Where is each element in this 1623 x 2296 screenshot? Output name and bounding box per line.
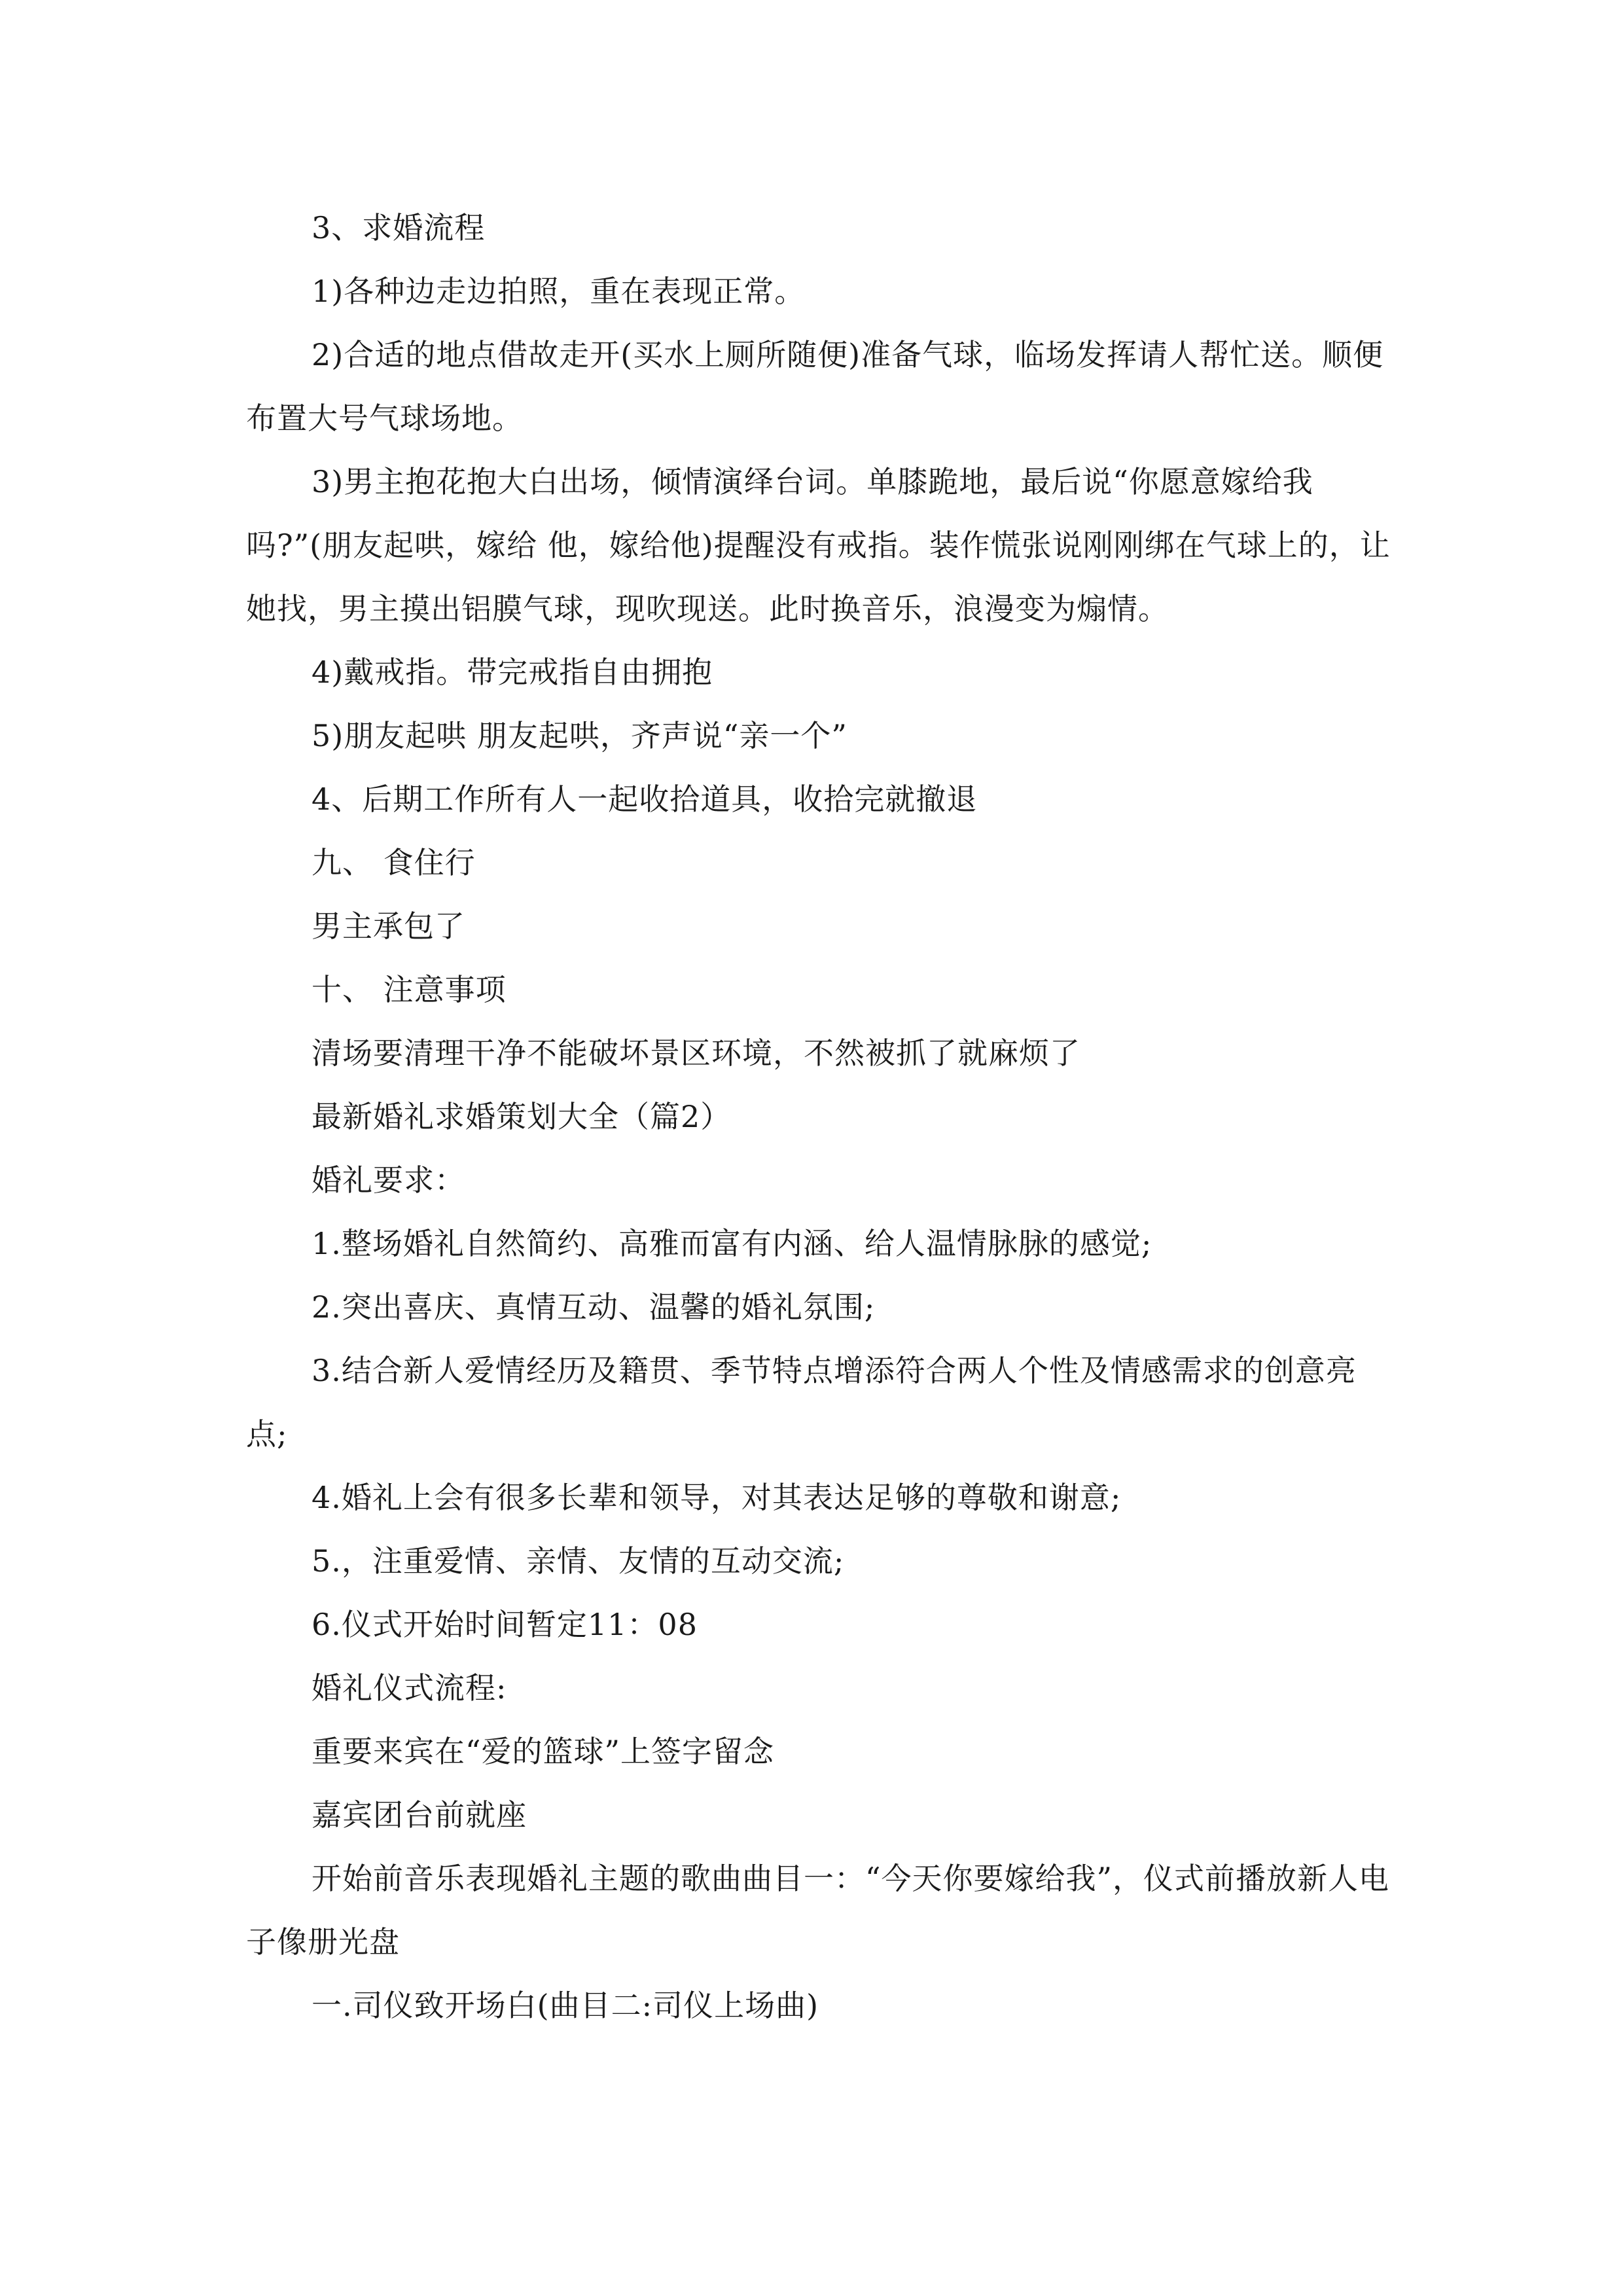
- requirement-item-6: 6.仪式开始时间暂定11：08: [312, 1607, 698, 1642]
- article-title-part-2: 最新婚礼求婚策划大全（篇2）: [312, 1099, 732, 1134]
- paragraph-step-1: 1)各种边走边拍照，重在表现正常。: [312, 274, 806, 309]
- paragraph-guest-signing: 重要来宾在“爱的篮球”上签字留念: [312, 1734, 775, 1769]
- section-heading-logistics: 九、 食住行: [312, 845, 476, 880]
- paragraph-step-2: 2)合适的地点借故走开(买水上厕所随便)准备气球，临场发挥请人帮忙送。顺便布置大号气球场地。: [246, 337, 1384, 436]
- paragraph-step-3: 3)男主抱花抱大白出场，倾情演绎台词。单膝跪地，最后说“你愿意嫁给我吗?”(朋友起哄，嫁给 他，嫁给他)提醒没有戒指。装作慌张说刚刚绑在气球上的，让她找，男主摸出铝膜气球，现吹现送。此时换音乐，浪漫变为煽情。: [246, 464, 1391, 626]
- requirement-item-5: 5.，注重爱情、亲情、友情的互动交流;: [312, 1543, 845, 1579]
- paragraph-step-5: 5)朋友起哄 朋友起哄，齐声说“亲一个”: [312, 718, 847, 753]
- requirement-item-1: 1.整场婚礼自然简约、高雅而富有内涵、给人温情脉脉的感觉;: [312, 1226, 1152, 1261]
- section-heading-cleanup: 4、后期工作所有人一起收拾道具，收拾完就撤退: [312, 781, 978, 817]
- section-heading-proposal-process: 3、求婚流程: [312, 210, 486, 245]
- paragraph-logistics: 男主承包了: [312, 908, 465, 944]
- paragraph-step-4: 4)戴戒指。带完戒指自由拥抱: [312, 655, 713, 690]
- paragraph-mc-opening: 一.司仪致开场白(曲目二:司仪上场曲): [312, 1988, 819, 2023]
- requirement-item-4: 4.婚礼上会有很多长辈和领导，对其表达足够的尊敬和谢意;: [312, 1480, 1122, 1515]
- document-body: [246, 196, 1398, 2037]
- paragraph-guest-seating: 嘉宾团台前就座: [312, 1797, 527, 1833]
- section-heading-notes: 十、 注意事项: [312, 972, 507, 1007]
- section-heading-requirements: 婚礼要求：: [312, 1162, 465, 1198]
- paragraph-opening-music: 开始前音乐表现婚礼主题的歌曲曲目一：“今天你要嫁给我”，仪式前播放新人电子像册光盘: [246, 1861, 1390, 1960]
- section-heading-ceremony-process: 婚礼仪式流程:: [312, 1670, 507, 1706]
- requirement-item-3: 3.结合新人爱情经历及籍贯、季节特点增添符合两人个性及情感需求的创意亮点;: [246, 1353, 1357, 1452]
- requirement-item-2: 2.突出喜庆、真情互动、温馨的婚礼氛围;: [312, 1289, 876, 1325]
- paragraph-notes: 清场要清理干净不能破坏景区环境，不然被抓了就麻烦了: [312, 1035, 1080, 1071]
